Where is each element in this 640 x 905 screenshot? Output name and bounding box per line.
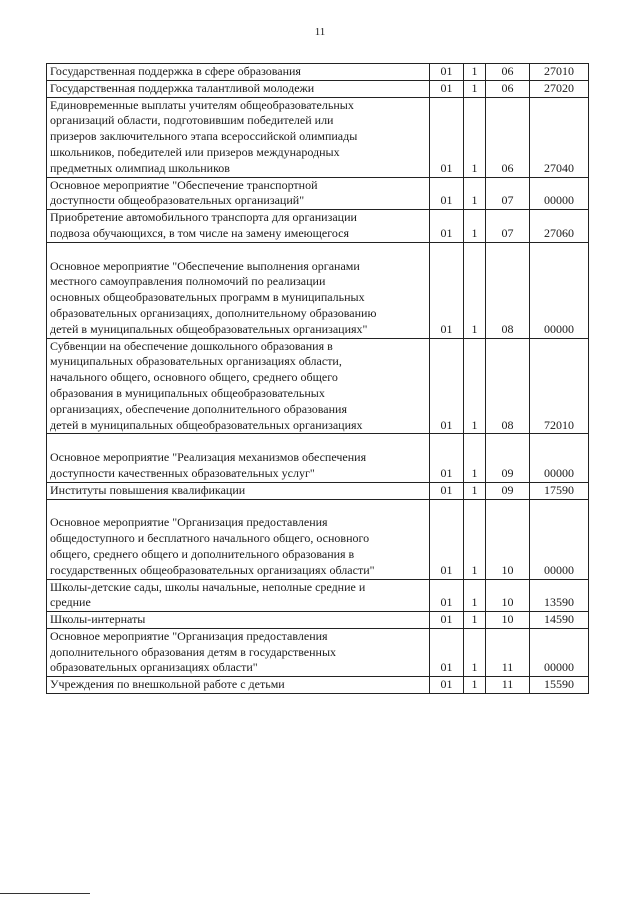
code-ministry: 01 [430, 338, 464, 434]
code-program: 1 [464, 338, 486, 434]
row-name: Основное мероприятие "Обеспечение выполнения органами местного самоуправления полномочий по реализации основных общеобразовательных программ в муниципальных образовательных организациях, дополнительному образованию детей в муниципальных общеобразовательных организациях" [47, 242, 430, 338]
row-name: Школы-интернаты [47, 612, 430, 629]
code-ministry: 01 [430, 482, 464, 499]
row-name: Основное мероприятие "Реализация механизмов обеспечения доступности качественных образовательных услуг" [47, 434, 430, 482]
code-program: 1 [464, 499, 486, 579]
row-name: Школы-детские сады, школы начальные, неполные средние и средние [47, 579, 430, 612]
code-program: 1 [464, 97, 486, 177]
code-direction: 00000 [530, 499, 589, 579]
code-direction: 27020 [530, 80, 589, 97]
code-ministry: 01 [430, 677, 464, 694]
code-program: 1 [464, 677, 486, 694]
code-subprogram: 08 [486, 338, 530, 434]
code-subprogram: 10 [486, 499, 530, 579]
code-ministry: 01 [430, 499, 464, 579]
code-subprogram: 06 [486, 64, 530, 81]
table-row [47, 242, 589, 338]
code-direction: 14590 [530, 612, 589, 629]
code-subprogram: 11 [486, 628, 530, 676]
code-ministry: 01 [430, 210, 464, 243]
row-name: Основное мероприятие "Организация предоставления дополнительного образования детям в государственных образовательных организациях области" [47, 628, 430, 676]
code-ministry: 01 [430, 80, 464, 97]
code-subprogram: 07 [486, 177, 530, 210]
code-ministry: 01 [430, 97, 464, 177]
budget-classification-table [46, 63, 589, 694]
code-ministry: 01 [430, 64, 464, 81]
code-ministry: 01 [430, 434, 464, 482]
code-subprogram: 08 [486, 242, 530, 338]
code-subprogram: 09 [486, 482, 530, 499]
code-ministry: 01 [430, 612, 464, 629]
row-name: Единовременные выплаты учителям общеобразовательных организаций области, подготовившим победителей или призеров заключительного этапа всероссийской олимпиады школьников, победителей или призеров международных предметных олимпиад школьников [47, 97, 430, 177]
table-row [47, 628, 589, 676]
footnote-divider [0, 893, 90, 894]
row-name: Государственная поддержка талантливой молодежи [47, 80, 430, 97]
code-direction: 00000 [530, 628, 589, 676]
code-direction: 00000 [530, 434, 589, 482]
table-row [47, 177, 589, 210]
code-program: 1 [464, 612, 486, 629]
code-subprogram: 09 [486, 434, 530, 482]
code-direction: 13590 [530, 579, 589, 612]
code-subprogram: 10 [486, 579, 530, 612]
table-row [47, 677, 589, 694]
code-program: 1 [464, 482, 486, 499]
code-subprogram: 10 [486, 612, 530, 629]
table-row [47, 434, 589, 482]
page-number: 11 [314, 26, 326, 38]
code-program: 1 [464, 64, 486, 81]
code-program: 1 [464, 434, 486, 482]
row-name: Государственная поддержка в сфере образования [47, 64, 430, 81]
code-program: 1 [464, 210, 486, 243]
table-row [47, 80, 589, 97]
code-direction: 72010 [530, 338, 589, 434]
code-program: 1 [464, 242, 486, 338]
code-program: 1 [464, 579, 486, 612]
code-subprogram: 11 [486, 677, 530, 694]
row-name: Субвенции на обеспечение дошкольного образования в муниципальных образовательных организациях области, начального общего, основного общего, среднего общего образования в муниципальных общеобразовательных организациях, обеспечение дополнительного образования детей в муниципальных общеобразовательных организациях [47, 338, 430, 434]
code-direction: 00000 [530, 177, 589, 210]
row-name: Основное мероприятие "Обеспечение транспортной доступности общеобразовательных организаций" [47, 177, 430, 210]
row-name: Учреждения по внешкольной работе с детьми [47, 677, 430, 694]
code-program: 1 [464, 80, 486, 97]
table-row [47, 338, 589, 434]
code-direction: 27060 [530, 210, 589, 243]
table-row [47, 64, 589, 81]
code-program: 1 [464, 177, 486, 210]
code-direction: 27010 [530, 64, 589, 81]
code-subprogram: 06 [486, 80, 530, 97]
code-ministry: 01 [430, 579, 464, 612]
code-ministry: 01 [430, 177, 464, 210]
table-row [47, 97, 589, 177]
table-row [47, 482, 589, 499]
row-name: Институты повышения квалификации [47, 482, 430, 499]
row-name: Приобретение автомобильного транспорта для организации подвоза обучающихся, в том числе на замену имеющегося [47, 210, 430, 243]
code-subprogram: 07 [486, 210, 530, 243]
table-row [47, 579, 589, 612]
code-ministry: 01 [430, 628, 464, 676]
table-row [47, 210, 589, 243]
code-direction: 00000 [530, 242, 589, 338]
code-direction: 17590 [530, 482, 589, 499]
code-ministry: 01 [430, 242, 464, 338]
table-row [47, 499, 589, 579]
code-subprogram: 06 [486, 97, 530, 177]
code-program: 1 [464, 628, 486, 676]
row-name: Основное мероприятие "Организация предоставления общедоступного и бесплатного начального общего, основного общего, среднего общего и дополнительного образования в государственных общеобразовательных организациях области" [47, 499, 430, 579]
code-direction: 27040 [530, 97, 589, 177]
table-row [47, 612, 589, 629]
code-direction: 15590 [530, 677, 589, 694]
